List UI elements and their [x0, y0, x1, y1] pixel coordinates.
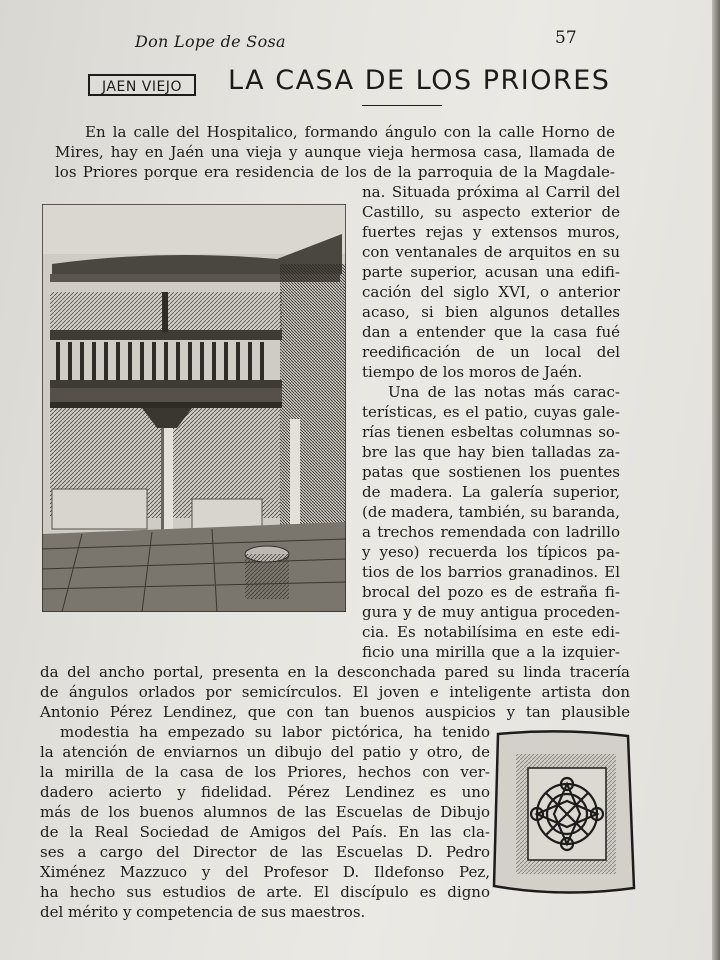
text-line-20: (de madera, también, su baranda,	[362, 503, 620, 521]
article-title: LA CASA DE LOS PRIORES	[228, 65, 611, 96]
text-line-14: Una de las notas más carac-	[388, 383, 620, 401]
text-line-2: Mires, hay en Jaén una vieja y aunque vieja hermosa casa, llamada de	[55, 143, 615, 161]
text-line-36: de la Real Sociedad de Amigos del País. En las cla-	[40, 823, 490, 841]
text-line-35: más de los buenos alumnos de las Escuelas de Dibujo	[40, 803, 490, 821]
text-line-7: con ventanales de arquitos en su	[362, 243, 620, 261]
text-line-15: terísticas, es el patio, cuyas gale-	[362, 403, 620, 421]
text-line-19: de madera. La galería superior,	[362, 483, 620, 501]
text-line-23: tios de los barrios granadinos. El	[362, 563, 620, 581]
text-line-26: cia. Es notabilísima en este edi-	[362, 623, 620, 641]
text-line-33: la mirilla de la casa de los Priores, hechos con ver-	[40, 763, 490, 781]
text-line-28: da del ancho portal, presenta en la desconchada pared su linda tracería	[40, 663, 630, 681]
mirilla-illustration	[488, 728, 638, 898]
text-line-34: dadero acierto y fidelidad. Pérez Lendinez es uno	[40, 783, 490, 801]
text-line-13: tiempo de los moros de Jaén.	[362, 363, 583, 381]
text-line-1: En la calle del Hospitalico, formando ángulo con la calle Horno de	[85, 123, 615, 141]
text-line-25: gura y de muy antigua proceden-	[362, 603, 620, 621]
text-line-38: Ximénez Mazzuco y del Profesor D. Ildefonso Pez,	[40, 863, 490, 881]
text-line-4: na. Situada próxima al Carril del	[362, 183, 620, 201]
text-line-12: reedificación de un local del	[362, 343, 620, 361]
text-line-5: Castillo, su aspecto exterior de	[362, 203, 620, 221]
text-line-6: fuertes rejas y extensos muros,	[362, 223, 620, 241]
title-rule	[362, 105, 442, 106]
text-line-21: a trechos remendada con ladrillo	[362, 523, 620, 541]
text-line-3: los Priores porque era residencia de los de la parroquia de la Magdale-	[55, 163, 615, 181]
text-line-30: Antonio Pérez Lendinez, que con tan buenos auspicios y tan plausible	[40, 703, 630, 721]
text-line-27: ficio una mirilla que a la izquier-	[362, 643, 620, 661]
text-line-22: y yeso) recuerda los típicos pa-	[362, 543, 620, 561]
text-line-11: dan a entender que la casa fué	[362, 323, 620, 341]
text-line-24: brocal del pozo es de estraña fi-	[362, 583, 620, 601]
page-number: 57	[555, 28, 577, 48]
text-line-18: patas que sostienen los puentes	[362, 463, 620, 481]
patio-illustration	[42, 204, 346, 612]
running-header: Don Lope de Sosa	[135, 32, 286, 51]
section-label: JAEN VIEJO	[88, 74, 196, 96]
text-line-16: rías tienen esbeltas columnas so-	[362, 423, 620, 441]
text-line-29: de ángulos orlados por semicírculos. El joven e inteligente artista don	[40, 683, 630, 701]
text-line-9: cación del siglo XVI, o anterior	[362, 283, 620, 301]
text-line-10: acaso, si bien algunos detalles	[362, 303, 620, 321]
text-line-31: modestia ha empezado su labor pictórica, ha tenido	[60, 723, 490, 741]
text-line-40: del mérito y competencia de sus maestros.	[40, 903, 366, 921]
text-line-8: parte superior, acusan una edifi-	[362, 263, 620, 281]
text-line-32: la atención de enviarnos un dibujo del patio y otro, de	[40, 743, 490, 761]
text-line-17: bre las que hay bien talladas za-	[362, 443, 620, 461]
page-edge-shadow	[712, 0, 720, 960]
text-line-39: ha hecho sus estudios de arte. El discípulo es digno	[40, 883, 490, 901]
text-line-37: ses a cargo del Director de las Escuelas D. Pedro	[40, 843, 490, 861]
